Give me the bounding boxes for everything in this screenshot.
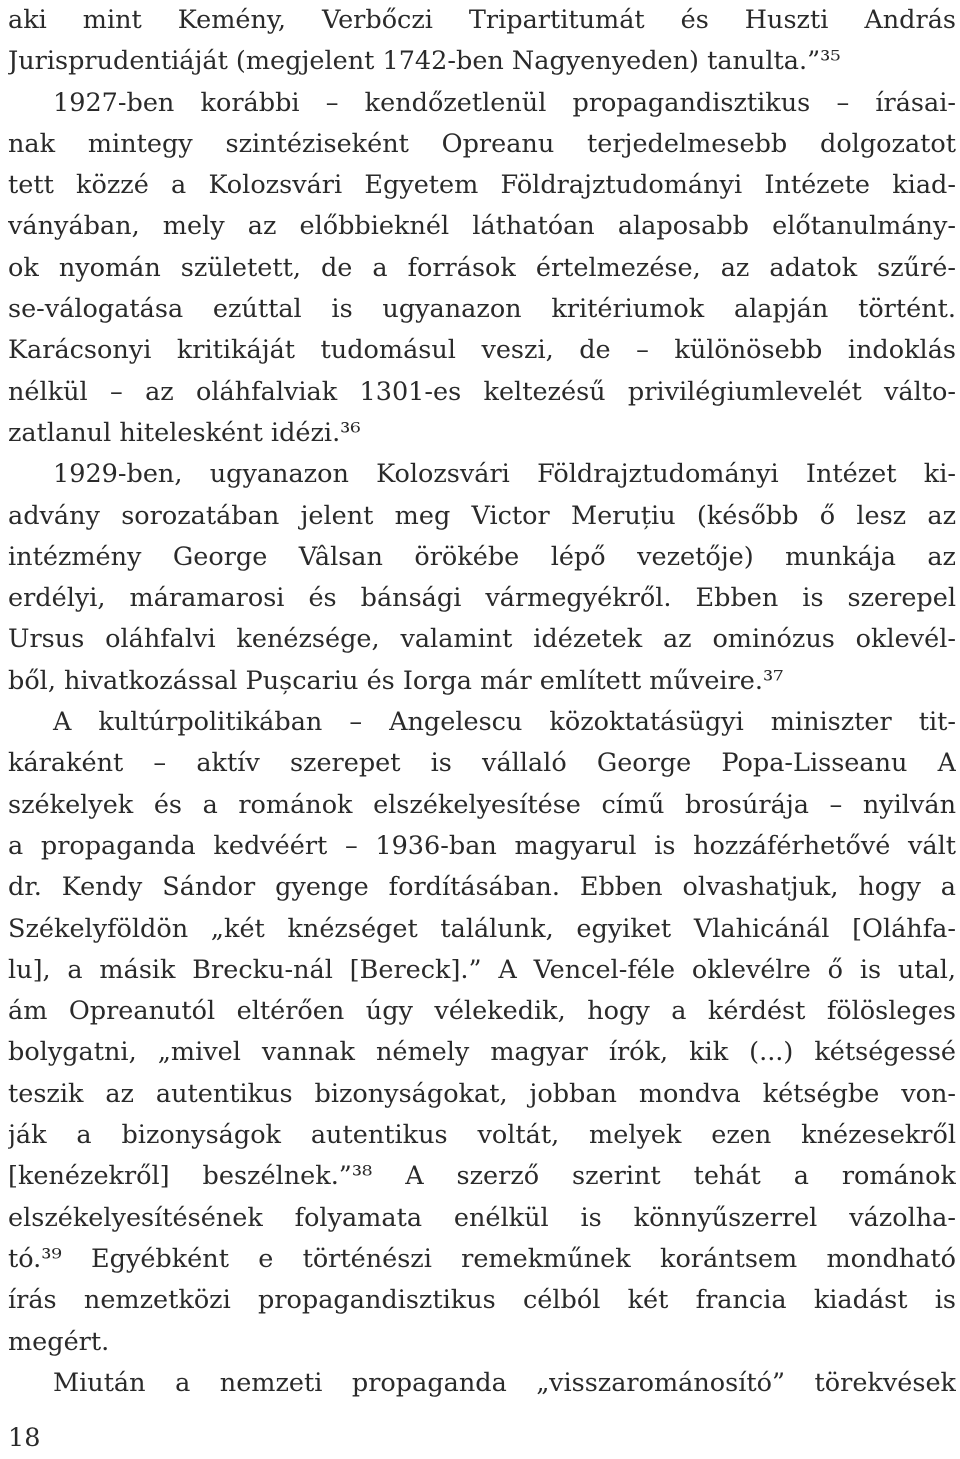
text-line: A kultúrpolitikában – Angelescu közoktatásügyi miniszter tit- [53, 707, 956, 738]
text-line: Miután a nemzeti propaganda „visszarománosító” törekvések [53, 1367, 956, 1398]
text-line: Jurisprudentiáját (megjelent 1742-ben Nagyenyeden) tanulta.”³⁵ [8, 46, 841, 77]
text-line: Ursus oláhfalvi kenézsége, valamint idézetek az ominózus oklevél- [8, 624, 956, 655]
text-line: a propaganda kedvéért – 1936-ban magyarul is hozzáférhetővé vált [8, 830, 956, 861]
text-line: ok nyomán született, de a források értelmezése, az adatok szűré- [8, 252, 956, 283]
text-line: aki mint Kemény, Verbőczi Tripartitumát és Huszti András [8, 5, 956, 35]
text-line: Karácsonyi kritikáját tudomásul veszi, de – különösebb indoklás [8, 335, 956, 366]
text-line: dr. Kendy Sándor gyenge fordításában. Ebben olvashatjuk, hogy a [8, 872, 956, 903]
text-line: írás nemzetközi propagandisztikus célból két francia kiadást is [8, 1285, 956, 1316]
text-line: [kenézekről] beszélnek.”³⁸ A szerző szerint tehát a románok [8, 1161, 956, 1192]
text-line: erdélyi, máramarosi és bánsági vármegyékről. Ebben is szerepel [8, 583, 956, 614]
text-line: ám Opreanutól eltérően úgy vélekedik, hogy a kérdést fölösleges [8, 996, 956, 1027]
text-line: Székelyföldön „két knézséget találunk, egyiket Vlahicánál [Oláhfa- [8, 913, 956, 944]
text-line: ják a bizonyságok autentikus voltát, melyek ezen knézesekről [8, 1120, 956, 1151]
text-line: zatlanul hitelesként idézi.³⁶ [8, 417, 361, 448]
text-line: intézmény George Vâlsan örökébe lépő vezetője) munkája az [8, 541, 956, 572]
text-line: megért. [8, 1326, 110, 1357]
text-line: elszékelyesítésének folyamata enélkül is könnyűszerrel vázolha- [8, 1202, 956, 1233]
text-line: nak mintegy szintéziseként Opreanu terjedelmesebb dolgozatot [8, 128, 956, 159]
text-line: lu], a másik Brecku-nál [Bereck].” A Vencel-féle oklevélre ő is utal, [8, 954, 956, 985]
text-line: advány sorozatában jelent meg Victor Meruțiu (később ő lesz az [8, 500, 956, 531]
text-line: 1929-ben, ugyanazon Kolozsvári Földrajztudományi Intézet ki- [53, 459, 956, 490]
text-line: bolygatni, „mivel vannak némely magyar írók, kik (...) kétségessé [8, 1037, 956, 1068]
text-line: székelyek és a románok elszékelyesítése című brosúrája – nyilván [8, 789, 956, 820]
body-text [8, 0, 956, 1404]
page-body [8, 0, 956, 1404]
text-line: teszik az autentikus bizonyságokat, jobban mondva kétségbe von- [8, 1078, 956, 1109]
text-line: ből, hivatkozással Pușcariu és Iorga már említett műveire.³⁷ [8, 665, 784, 696]
text-line: tett közzé a Kolozsvári Egyetem Földrajztudományi Intézete kiad- [8, 170, 956, 201]
page-number: 18 [8, 1423, 41, 1453]
text-line: tó.³⁹ Egyébként e történészi remekműnek korántsem mondható [8, 1243, 956, 1274]
text-line: ványában, mely az előbbieknél láthatóan alaposabb előtanulmány- [8, 211, 956, 242]
text-line: káraként – aktív szerepet is vállaló George Popa-Lisseanu A [8, 748, 956, 779]
text-line: se-válogatása ezúttal is ugyanazon kritériumok alapján történt. [8, 294, 956, 325]
text-line: 1927-ben korábbi – kendőzetlenül propagandisztikus – írásai- [53, 87, 956, 118]
text-line: nélkül – az oláhfalviak 1301-es keltezésű privilégiumlevelét válto- [8, 376, 956, 407]
